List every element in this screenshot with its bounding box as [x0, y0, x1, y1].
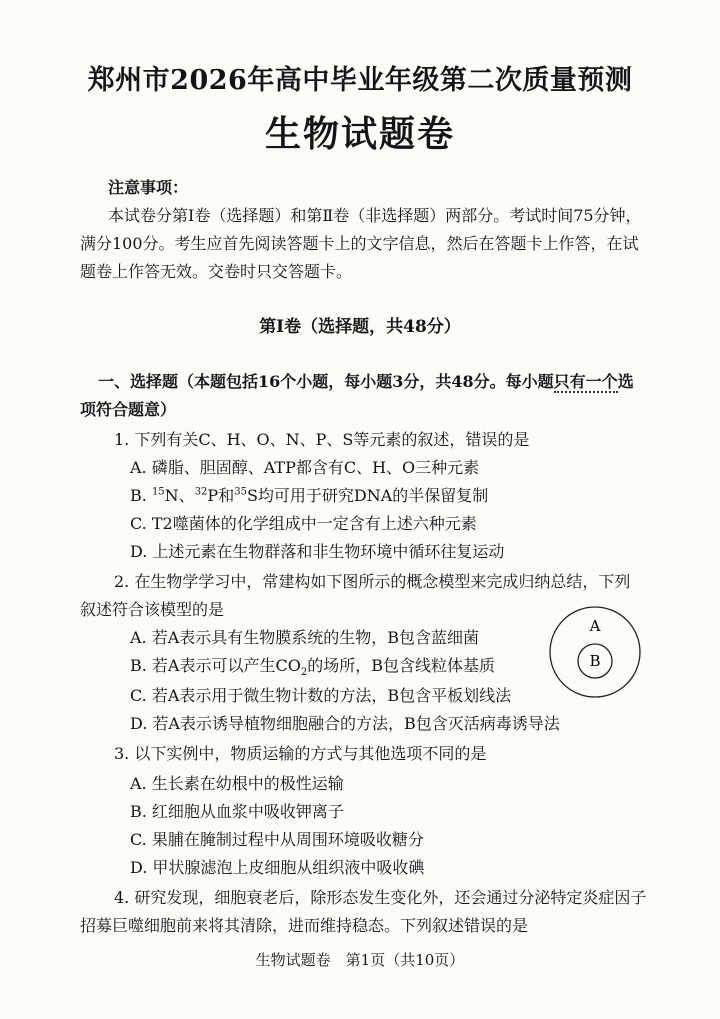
part-heading-line-2: 项符合题意） — [80, 400, 177, 419]
part-heading-text: 一、选择题（本题包括16个小题，每小题3分，共48分。每小题 — [98, 372, 554, 391]
q3-option-c: C. 果脯在腌制过程中从周围环境吸收糖分 — [130, 830, 424, 849]
exam-subtitle: 生物试题卷 — [264, 113, 455, 155]
q4-stem-line-2: 招募巨噬细胞前来将其清除，进而维持稳态。下列叙述错误的是 — [80, 916, 529, 935]
q2-stem-line-2: 叙述符合该模型的是 — [80, 600, 225, 619]
label-b: B — [589, 652, 601, 670]
section-title: 第Ⅰ卷（选择题，共48分） — [259, 317, 461, 337]
q2-stem-line-1: 2. 在生物学学习中，常建构如下图所示的概念模型来完成归纳总结，下列 — [114, 572, 631, 591]
concept-model-diagram — [548, 605, 642, 699]
q3-stem: 3. 以下实例中，物质运输的方式与其他选项不同的是 — [114, 744, 487, 763]
isotope-mass-32: 32 — [194, 486, 208, 498]
q4-stem-line-1: 4. 研究发现，细胞衰老后，除形态发生变化外，还会通过分泌特定炎症因子 — [114, 888, 647, 907]
q1-option-b-text-3: S均可用于研究DNA的半保留复制 — [246, 486, 489, 505]
isotope-mass-35: 35 — [234, 486, 247, 498]
label-a: A — [589, 617, 601, 635]
q1-option-b-text-2: P和 — [207, 486, 235, 505]
isotope-mass-15: 15 — [151, 486, 165, 498]
q2-option-c: C. 若A表示用于微生物计数的方法，B包含平板划线法 — [130, 686, 512, 705]
q3-option-a: A. 生长素在幼根中的极性运输 — [130, 774, 344, 793]
notice-line-2: 满分100分。考生应首先阅读答题卡上的文字信息，然后在答题卡上作答，在试 — [80, 234, 639, 253]
notice-line-3: 题卷上作答无效。交卷时只交答题卡。 — [80, 262, 353, 281]
notice-line-1: 本试卷分第Ⅰ卷（选择题）和第Ⅱ卷（非选择题）两部分。考试时间75分钟， — [108, 206, 642, 225]
q2-option-b — [130, 656, 495, 679]
q3-option-d: D. 甲状腺滤泡上皮细胞从组织液中吸收碘 — [130, 858, 425, 877]
q1-option-b — [130, 486, 488, 506]
q2-option-b-text-2: 的场所，B包含线粒体基质 — [307, 656, 495, 675]
q1-option-b-text-1: N、 — [164, 486, 195, 505]
q2-option-d: D. 若A表示诱导植物细胞融合的方法，B包含灭活病毒诱导法 — [130, 714, 560, 733]
co2-subscript: 2 — [300, 667, 308, 679]
q1-option-b-label: B. — [130, 486, 152, 505]
q3-option-b: B. 红细胞从血浆中吸收钾离子 — [130, 802, 344, 821]
exam-title: 郑州市2026年高中毕业年级第二次质量预测 — [87, 65, 633, 96]
part-heading-emphasis: 只有一个 — [553, 372, 618, 391]
notice-heading: 注意事项： — [108, 178, 189, 197]
q1-stem: 1. 下列有关C、H、O、N、P、S等元素的叙述，错误的是 — [114, 430, 530, 449]
q1-option-a: A. 磷脂、胆固醇、ATP都含有C、H、O三种元素 — [130, 458, 480, 477]
q1-option-c: C. T2噬菌体的化学组成中一定含有上述六种元素 — [130, 514, 477, 533]
page-footer: 生物试题卷 第1页（共10页） — [255, 951, 465, 969]
q1-option-d: D. 上述元素在生物群落和非生物环境中循环往复运动 — [130, 542, 505, 561]
q2-option-a: A. 若A表示具有生物膜系统的生物，B包含蓝细菌 — [130, 628, 480, 647]
part-heading-line-1 — [98, 372, 634, 392]
part-heading-tail: 选 — [617, 372, 634, 391]
q2-option-b-text-1: B. 若A表示可以产生CO — [130, 656, 301, 675]
